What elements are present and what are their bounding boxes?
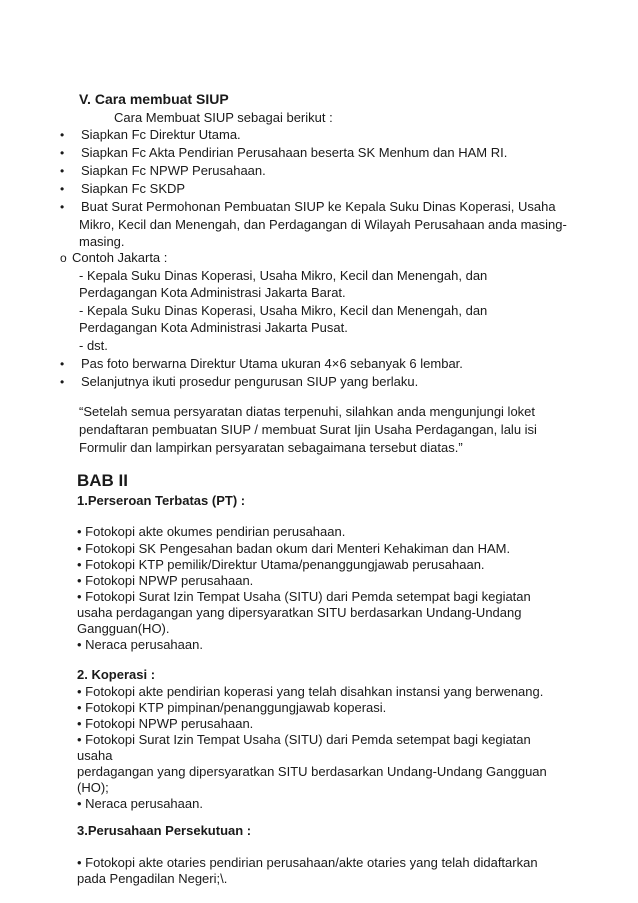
list-item: Siapkan Fc Akta Pendirian Perusahaan beserta SK Menhum dan HAM RI. <box>81 145 508 160</box>
requirement-line: • Fotokopi Surat Izin Tempat Usaha (SITU) dari Pemda setempat bagi kegiatan <box>77 732 531 747</box>
requirement-line: • Fotokopi Surat Izin Tempat Usaha (SITU) dari Pemda setempat bagi kegiatan <box>77 589 531 604</box>
list-item: Pas foto berwarna Direktur Utama ukuran 4×6 sebanyak 6 lembar. <box>81 356 463 371</box>
subsection-title-koperasi: 2. Koperasi : <box>77 667 156 682</box>
requirement-line: pada Pengadilan Negeri;\. <box>77 871 228 886</box>
list-item: Buat Surat Permohonan Pembuatan SIUP ke Kepala Suku Dinas Koperasi, Usaha <box>81 199 556 214</box>
bullet-marker: • <box>60 357 65 371</box>
requirement-line: • Fotokopi KTP pimpinan/penanggungjawab koperasi. <box>77 700 387 715</box>
requirement-line: perdagangan yang dipersyaratkan SITU berdasarkan Undang-Undang Gangguan <box>77 764 547 779</box>
example-line: - Kepala Suku Dinas Koperasi, Usaha Mikro, Kecil dan Menengah, dan <box>79 268 488 283</box>
chapter-title: BAB II <box>77 471 128 490</box>
bullet-marker: • <box>60 200 65 214</box>
requirement-line: • Fotokopi akte otaries pendirian perusahaan/akte otaries yang telah didaftarkan <box>77 855 538 870</box>
requirement-line: • Fotokopi NPWP perusahaan. <box>77 716 254 731</box>
list-item-continuation: masing. <box>79 234 125 249</box>
example-line: - dst. <box>79 338 108 353</box>
requirement-line: • Fotokopi KTP pemilik/Direktur Utama/penanggungjawab perusahaan. <box>77 557 485 572</box>
requirement-line: • Fotokopi akte pendirian koperasi yang telah disahkan instansi yang berwenang. <box>77 684 544 699</box>
quote-line: Formulir dan lampirkan persyaratan sebagaimana tersebut diatas.” <box>79 440 463 455</box>
quote-line: pendaftaran pembuatan SIUP / membuat Surat Ijin Usaha Perdagangan, lalu isi <box>79 422 537 437</box>
example-line: Perdagangan Kota Administrasi Jakarta Pusat. <box>79 320 348 335</box>
requirement-line: • Fotokopi NPWP perusahaan. <box>77 573 254 588</box>
requirement-line: • Neraca perusahaan. <box>77 637 203 652</box>
requirement-line: Gangguan(HO). <box>77 621 170 636</box>
list-item: Selanjutnya ikuti prosedur pengurusan SIUP yang berlaku. <box>81 374 419 389</box>
bullet-marker: • <box>60 182 65 196</box>
example-label: Contoh Jakarta : <box>72 250 168 265</box>
list-item-continuation: Mikro, Kecil dan Menengah, dan Perdagangan di Wilayah Perusahaan anda masing- <box>79 217 567 232</box>
subsection-title-persekutuan: 3.Perusahaan Persekutuan : <box>77 823 252 838</box>
list-item: Siapkan Fc Direktur Utama. <box>81 127 241 142</box>
example-line: Perdagangan Kota Administrasi Jakarta Barat. <box>79 285 346 300</box>
bullet-marker: • <box>60 146 65 160</box>
example-line: - Kepala Suku Dinas Koperasi, Usaha Mikro, Kecil dan Menengah, dan <box>79 303 488 318</box>
requirement-line: usaha <box>77 748 113 763</box>
requirement-line: (HO); <box>77 780 109 795</box>
list-item: Siapkan Fc SKDP <box>81 181 186 196</box>
bullet-marker: • <box>60 375 65 389</box>
section-title: V. Cara membuat SIUP <box>79 91 229 107</box>
list-item: Siapkan Fc NPWP Perusahaan. <box>81 163 266 178</box>
subsection-title-pt: 1.Perseroan Terbatas (PT) : <box>77 493 246 508</box>
quote-line: “Setelah semua persyaratan diatas terpenuhi, silahkan anda mengunjungi loket <box>79 404 536 419</box>
section-intro: Cara Membuat SIUP sebagai berikut : <box>114 110 333 125</box>
bullet-marker: • <box>60 128 65 142</box>
circle-bullet-marker: o <box>60 251 67 265</box>
requirement-line: • Neraca perusahaan. <box>77 796 203 811</box>
requirement-line: usaha perdagangan yang dipersyaratkan SITU berdasarkan Undang-Undang <box>77 605 522 620</box>
requirement-line: • Fotokopi akte okumes pendirian perusahaan. <box>77 524 346 539</box>
requirement-line: • Fotokopi SK Pengesahan badan okum dari Menteri Kehakiman dan HAM. <box>77 541 511 556</box>
bullet-marker: • <box>60 164 65 178</box>
